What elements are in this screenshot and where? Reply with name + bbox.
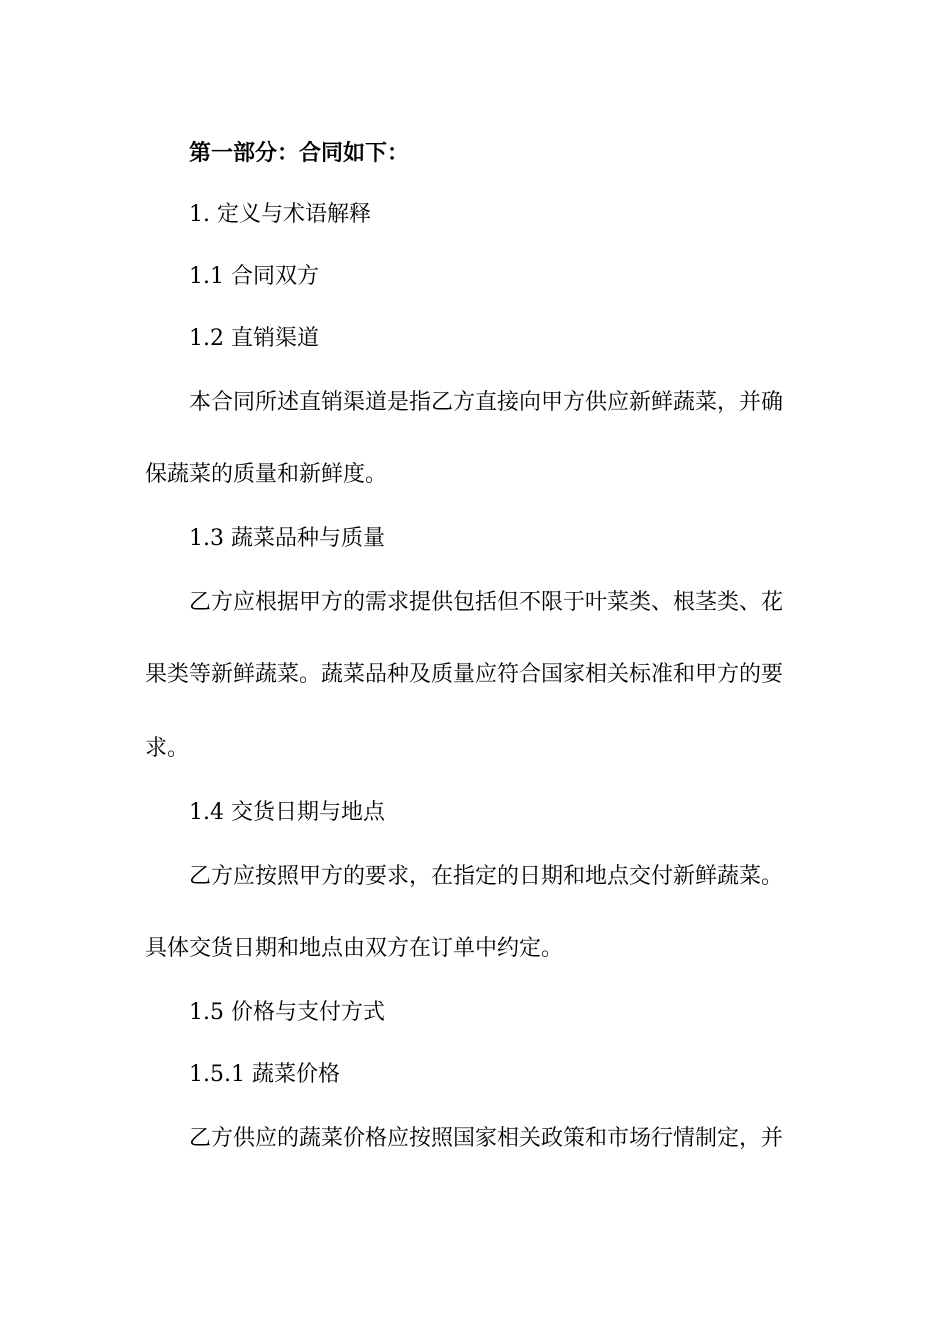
section-1-5-heading: 1.5 价格与支付方式 (189, 1000, 385, 1025)
section-1-1-heading: 1.1 合同双方 (189, 264, 319, 289)
section-1-4-heading: 1.4 交货日期与地点 (189, 800, 385, 825)
section-1-3-body-line-3: 求。 (145, 736, 190, 761)
section-1-heading: 1. 定义与术语解释 (189, 202, 371, 227)
section-1-5-1-heading: 1.5.1 蔬菜价格 (189, 1062, 340, 1087)
section-1-2-body-line-2: 保蔬菜的质量和新鲜度。 (145, 462, 388, 487)
section-1-3-body-line-2: 果类等新鲜蔬菜。蔬菜品种及质量应符合国家相关标准和甲方的要 (145, 662, 784, 687)
section-1-3-heading: 1.3 蔬菜品种与质量 (189, 526, 385, 551)
section-1-3-body-line-1: 乙方应根据甲方的需求提供包括但不限于叶菜类、根茎类、花 (189, 590, 784, 615)
section-1-4-body-line-2: 具体交货日期和地点由双方在订单中约定。 (145, 936, 564, 961)
part-heading: 第一部分：合同如下： (189, 140, 410, 166)
section-1-5-1-body-line-1: 乙方供应的蔬菜价格应按照国家相关政策和市场行情制定，并 (189, 1126, 784, 1151)
section-1-2-body-line-1: 本合同所述直销渠道是指乙方直接向甲方供应新鲜蔬菜，并确 (189, 390, 784, 415)
section-1-4-body-line-1: 乙方应按照甲方的要求，在指定的日期和地点交付新鲜蔬菜。 (189, 864, 784, 889)
section-1-2-heading: 1.2 直销渠道 (189, 326, 319, 351)
